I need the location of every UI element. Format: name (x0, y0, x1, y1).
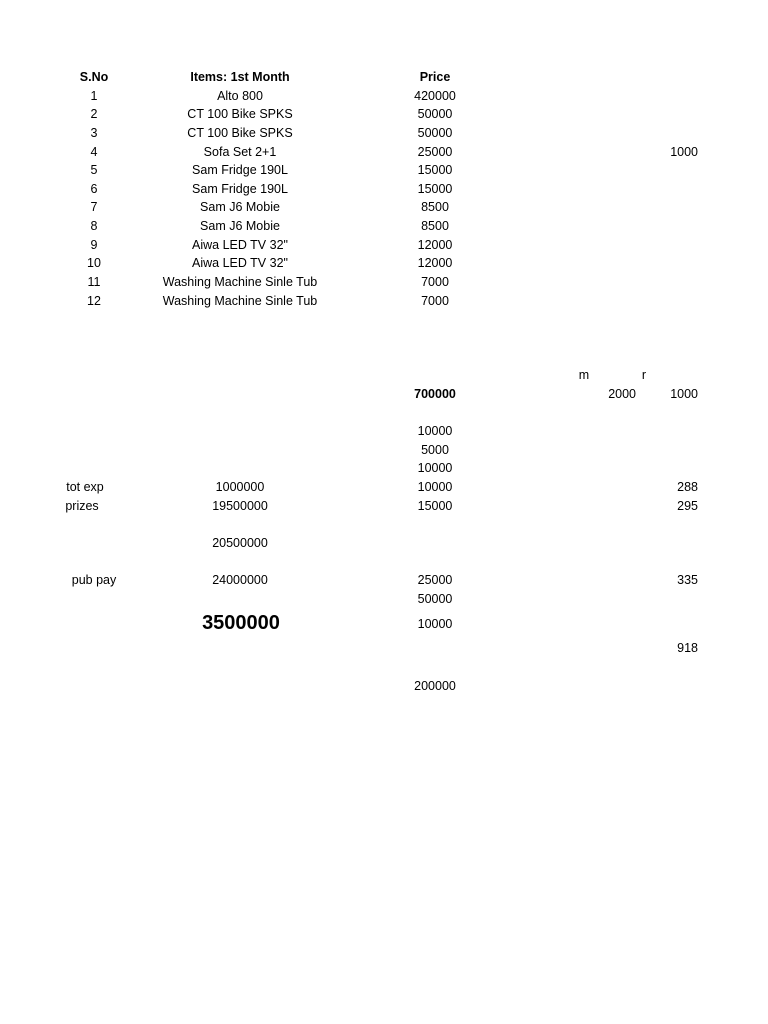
row-5-item: Sam Fridge 190L (192, 163, 288, 177)
row-6-sno: 6 (90, 182, 98, 196)
row-2-price: 50000 (417, 107, 453, 121)
row-1-sno: 1 (90, 89, 98, 103)
pub-pay-label: pub pay (71, 573, 117, 587)
row-9-item: Aiwa LED TV 32" (192, 238, 288, 252)
row-3-sno: 3 (90, 126, 98, 140)
row-5-price: 15000 (417, 163, 453, 177)
row-7-sno: 7 (90, 200, 98, 214)
row-11-item: Washing Machine Sinle Tub (162, 275, 318, 289)
lower-price-5: 15000 (417, 499, 453, 513)
lower-price-3: 10000 (417, 461, 453, 475)
row-10-sno: 10 (87, 256, 101, 270)
row-2-item: CT 100 Bike SPKS (187, 107, 293, 121)
header-sno: S.No (79, 70, 109, 84)
row-4-sno: 4 (90, 145, 98, 159)
row-3-price: 50000 (417, 126, 453, 140)
big-row-price: 10000 (417, 617, 453, 631)
row-2-sno: 2 (90, 107, 98, 121)
row-9-price: 12000 (417, 238, 453, 252)
row-4-extra: 1000 (670, 145, 698, 159)
row-8-price: 8500 (421, 219, 449, 233)
tot-exp-value: 1000000 (215, 480, 265, 494)
row-12-price: 7000 (421, 294, 449, 308)
pub-pay-right: 335 (677, 573, 698, 587)
row-1-price: 420000 (414, 89, 456, 103)
lower-price-2: 5000 (421, 443, 449, 457)
m-value: 2000 (608, 387, 636, 401)
row-4-item: Sofa Set 2+1 (203, 145, 277, 159)
pub-pay-price: 25000 (417, 573, 453, 587)
row-6-item: Sam Fridge 190L (192, 182, 288, 196)
row-6-price: 15000 (417, 182, 453, 196)
row-4-price: 25000 (417, 145, 453, 159)
big-total: 3500000 (202, 612, 280, 634)
prizes-label: prizes (65, 499, 99, 513)
row-9-sno: 9 (90, 238, 98, 252)
total-value: 700000 (414, 387, 456, 401)
tot-exp-label: tot exp (66, 480, 104, 494)
row-10-price: 12000 (417, 256, 453, 270)
r-value: 1000 (670, 387, 698, 401)
prizes-right: 295 (677, 499, 698, 513)
row-1-item: Alto 800 (217, 89, 263, 103)
r-label: r (641, 368, 647, 382)
row-5-sno: 5 (90, 163, 98, 177)
after-pub-price: 50000 (417, 592, 453, 606)
lower-price-4: 10000 (417, 480, 453, 494)
sum-value: 20500000 (212, 536, 268, 550)
header-price: Price (419, 70, 451, 84)
row-8-item: Sam J6 Mobie (200, 219, 280, 233)
row-11-sno: 11 (87, 275, 101, 289)
row-11-price: 7000 (421, 275, 449, 289)
tot-exp-right: 288 (677, 480, 698, 494)
row-7-price: 8500 (421, 200, 449, 214)
row-8-sno: 8 (90, 219, 98, 233)
row-7-item: Sam J6 Mobie (200, 200, 280, 214)
row-10-item: Aiwa LED TV 32" (192, 256, 288, 270)
bottom-price: 200000 (414, 679, 456, 693)
row-3-item: CT 100 Bike SPKS (187, 126, 293, 140)
prizes-value: 19500000 (212, 499, 268, 513)
header-items: Items: 1st Month (190, 70, 290, 84)
m-label: m (578, 368, 590, 382)
right-918: 918 (677, 641, 698, 655)
pub-pay-value: 24000000 (212, 573, 268, 587)
lower-price-1: 10000 (417, 424, 453, 438)
row-12-item: Washing Machine Sinle Tub (162, 294, 318, 308)
row-12-sno: 12 (87, 294, 101, 308)
